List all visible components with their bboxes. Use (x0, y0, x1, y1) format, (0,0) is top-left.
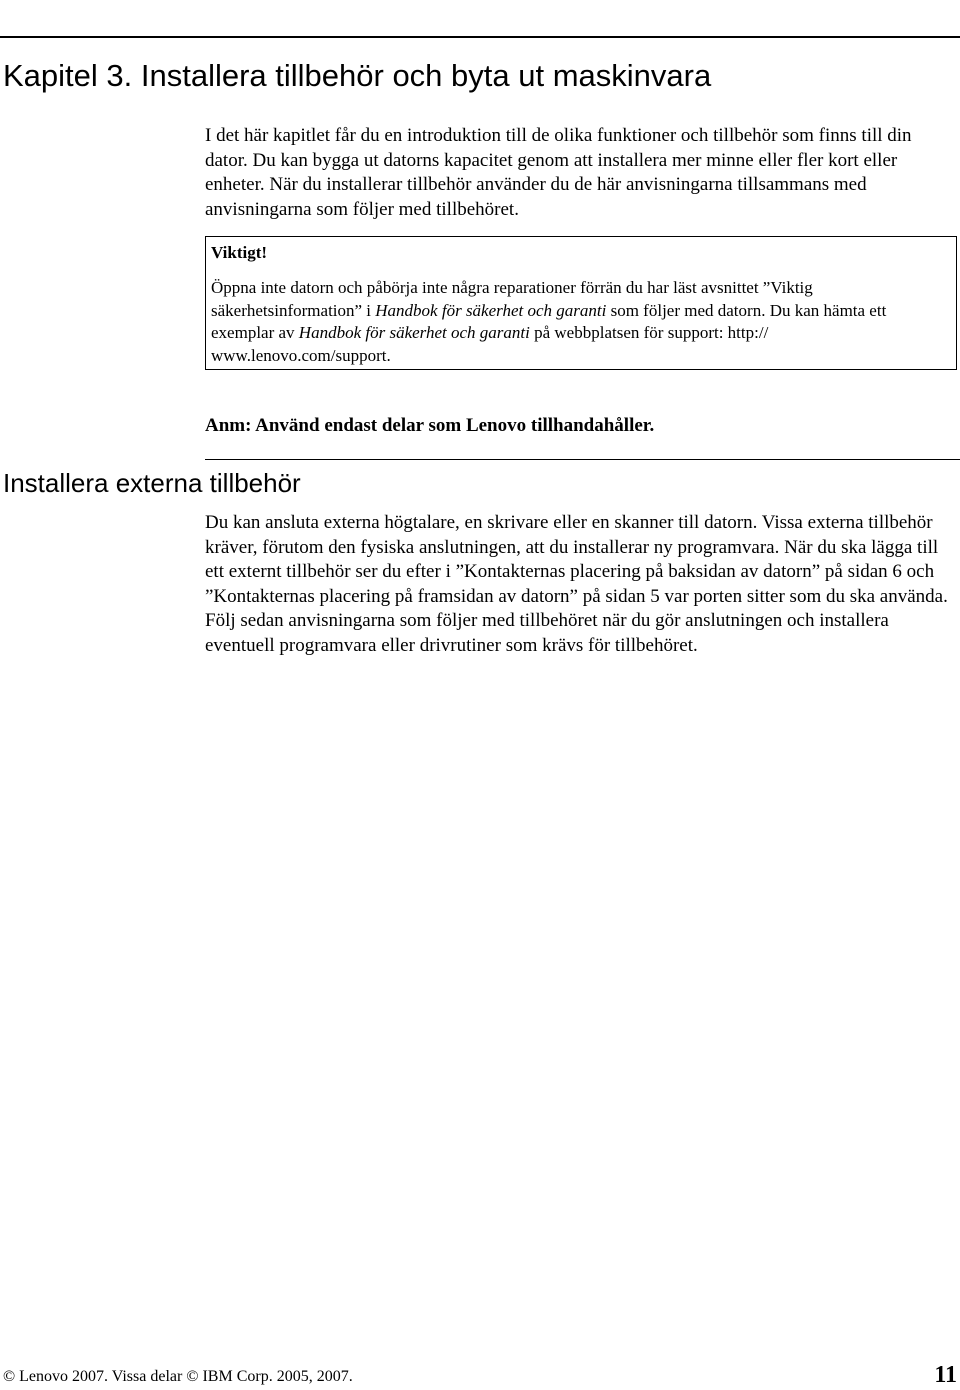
support-url-text: på webbplatsen för support: http://​www.lenovo.com/support. (211, 323, 769, 365)
important-text-part-1: Öppna inte datorn och påbörja inte några reparationer förrän du har läst avsnittet ”Viktig säkerhetsinformation” i (211, 278, 813, 320)
chapter-intro-paragraph: I det här kapitlet får du en introduktion till de olika funktioner och tillbehör som finns till din dator. Du kan bygga ut datorns kapacitet genom att installera mer minne eller fler kort eller enheter. När du installerar tillbehör använder du de här anvisningarna tillsammans med anvisningarna som följer med tillbehöret. (205, 125, 912, 220)
safety-handbook-title: Handbok för säkerhet och garanti (375, 300, 607, 320)
footer-copyright: © Lenovo 2007. Vissa delar © IBM Corp. 2005, 2007. (3, 1368, 353, 1385)
section-rule (205, 459, 960, 460)
chapter-title: Kapitel 3. Installera tillbehör och byta ut maskinvara (3, 58, 712, 93)
page-number: 11 (934, 1362, 957, 1388)
important-notice-text (211, 277, 948, 367)
section-heading: Installera externa tillbehör (3, 468, 301, 498)
chapter-rule (0, 36, 960, 38)
important-notice-box (205, 236, 957, 370)
note-text: Anm: Använd endast delar som Lenovo tillhandahåller. (205, 415, 655, 436)
important-label: Viktigt! (211, 243, 268, 262)
safety-handbook-title-2: Handbok för säkerhet och garanti (298, 323, 530, 342)
section-body-paragraph: Du kan ansluta externa högtalare, en skrivare eller en skanner till datorn. Vissa externa tillbehör kräver, förutom den fysiska anslutningen, att du installerar ny programvara. När du ska lägga till ett externt tillbehör ser du efter i ”Kontakternas placering på baksidan av datorn” på sidan 6 och ”Kontakternas placering på framsidan av datorn” på sidan 5 var porten sitter som du ska använda. Följ sedan anvisningarna som följer med tillbehöret när du gör anslutningen och installera eventuell programvara eller drivrutiner som krävs för tillbehöret. (205, 512, 948, 656)
important-text-part-2: som följer med datorn. Du kan hämta ett exemplar av (211, 300, 887, 342)
